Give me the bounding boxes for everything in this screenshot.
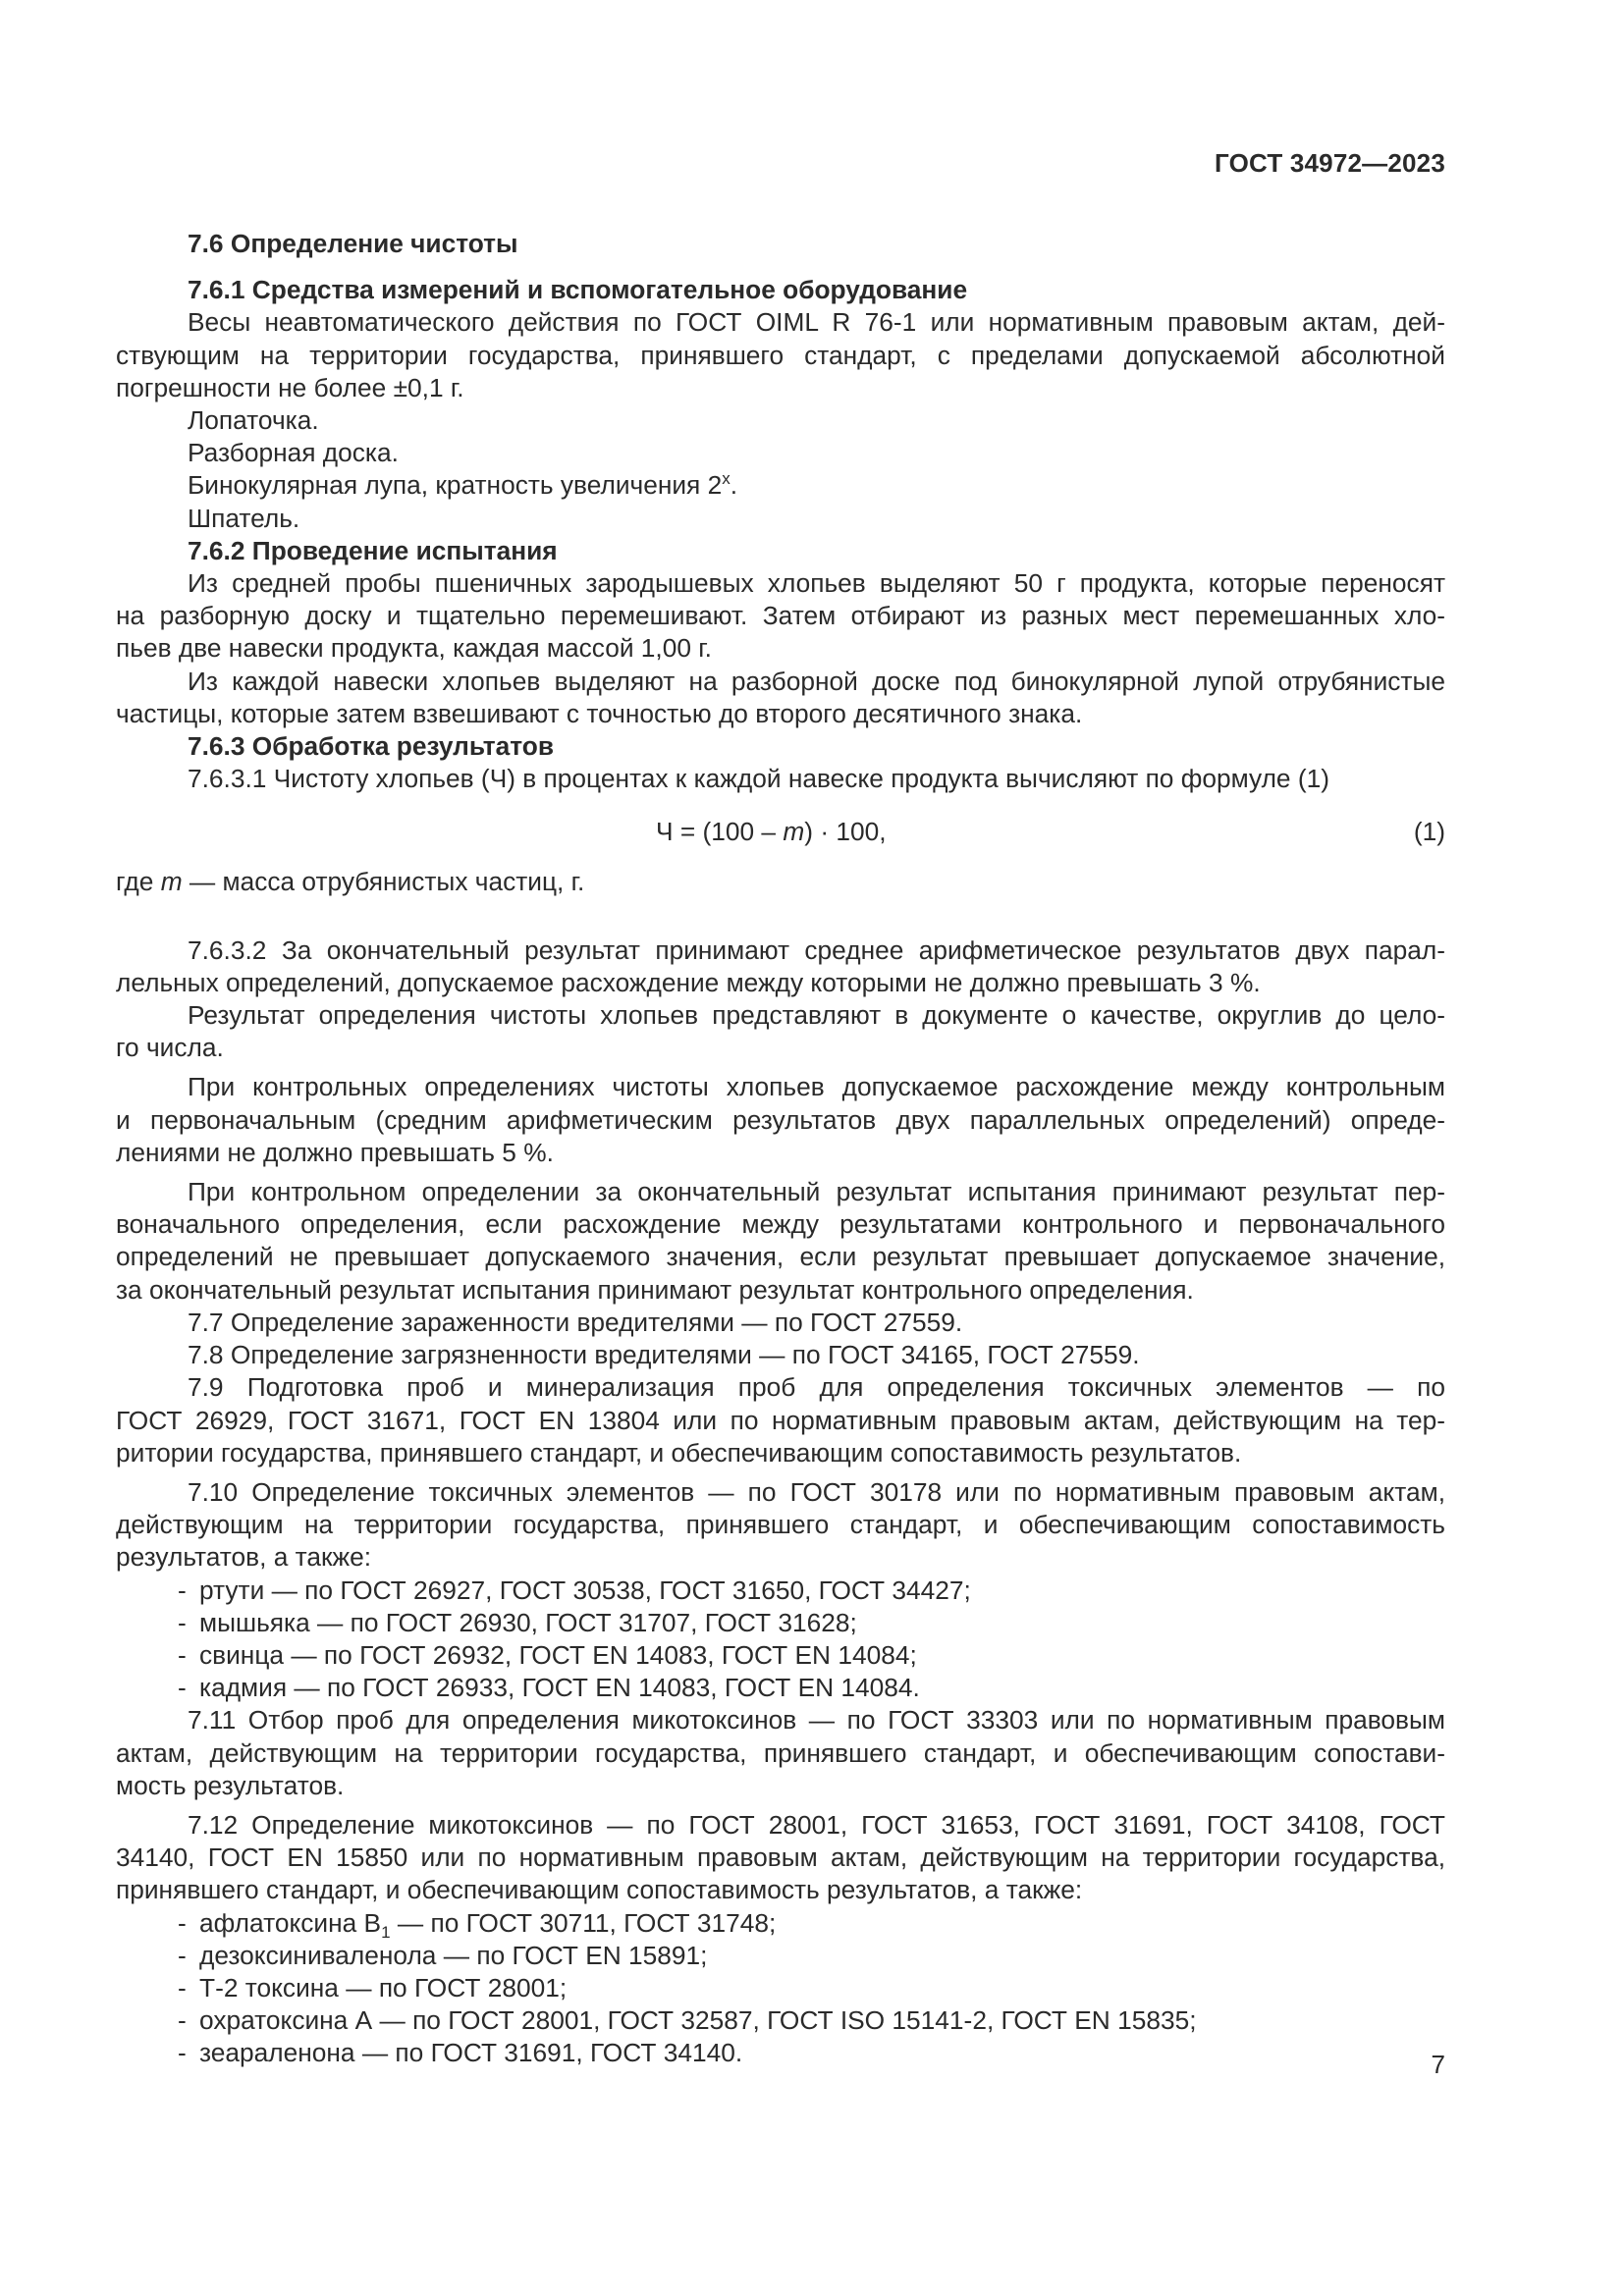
text-span: ) · 100,: [804, 817, 887, 847]
formula-variable: m: [160, 867, 183, 897]
formula-number: (1): [1413, 817, 1445, 847]
list-item: [116, 1575, 1445, 1607]
list-item-text: Т-2 токсина — по ГОСТ 28001;: [199, 1972, 568, 2002]
formula-variable: m: [783, 817, 805, 847]
text-line: Из средней пробы пшеничных зародышевых хлопьев выделяют 50 г продукта, которые переносят: [188, 568, 1445, 599]
text-line: мость результатов.: [116, 1770, 345, 1800]
list-marker: -: [178, 2038, 187, 2068]
list-marker: -: [178, 1575, 187, 1605]
section-7-6-2-heading: 7.6.2 Проведение испытания: [188, 535, 558, 565]
list-marker: -: [178, 1972, 187, 2002]
text-line: лельных определений, допускаемое расхождение между которыми не должно превышать 3 %.: [116, 967, 1261, 997]
list-item-text: охратоксина А — по ГОСТ 28001, ГОСТ 32587, ГОСТ ISO 15141-2, ГОСТ EN 15835;: [199, 2005, 1197, 2036]
text-line: 7.11 Отбор проб для определения микотоксинов — по ГОСТ 33303 или по нормативным правовым: [188, 1705, 1445, 1735]
document-page: [116, 0, 1445, 2296]
paragraph-scales: [116, 306, 1445, 404]
text-line: При контрольных определениях чистоты хлопьев допускаемое расхождение между контрольным: [188, 1072, 1445, 1102]
section-7-8: 7.8 Определение загрязненности вредителями — по ГОСТ 34165, ГОСТ 27559.: [188, 1340, 1140, 1370]
text-line: 34140, ГОСТ EN 15850 или по нормативным правовым актам, действующим на территории государства,: [116, 1842, 1445, 1873]
text-line: ствующим на территории государства, принявшего стандарт, с пределами допускаемой абсолютной: [116, 340, 1445, 370]
text-line: воначального определения, если расхождение между результатами контрольного и первоначального: [116, 1209, 1445, 1240]
text-line: частицы, которые затем взвешивают с точностью до второго десятичного знака.: [116, 698, 1083, 728]
section-7-6-heading: 7.6 Определение чистоты: [188, 229, 518, 258]
text-line: Весы неавтоматического действия по ГОСТ OIML R 76-1 или нормативным правовым актам, дей-: [188, 307, 1445, 338]
list-item-text: кадмия — по ГОСТ 26933, ГОСТ EN 14083, ГОСТ EN 14084.: [199, 1673, 920, 1703]
list-marker: -: [178, 1907, 187, 1938]
list-marker: -: [178, 2005, 187, 2036]
list-item-text: мышьяка — по ГОСТ 26930, ГОСТ 31707, ГОСТ 31628;: [199, 1607, 857, 1637]
text-line: 7.6.3.2 За окончательный результат принимают среднее арифметическое результатов двух парал-: [188, 934, 1445, 965]
list-marker: -: [178, 1607, 187, 1637]
text-line: актам, действующим на территории государства, принявшего стандарт, и обеспечивающим сопостави-: [116, 1737, 1445, 1768]
list-item: [116, 1940, 1445, 1972]
paragraph-sample: [116, 567, 1445, 666]
text-line: Результат определения чистоты хлопьев представляют в документе о качестве, округлив до цело-: [188, 1000, 1445, 1031]
paragraph-control-divergence: [116, 1071, 1445, 1169]
text-span: Ч = (100 –: [656, 817, 784, 847]
section-7-6-1-heading: 7.6.1 Средства измерений и вспомогательное оборудование: [188, 275, 968, 305]
text-line: го числа.: [116, 1033, 224, 1063]
section-7-6-3-heading: 7.6.3 Обработка результатов: [188, 731, 555, 762]
text-line: пьев две навески продукта, каждая массой 1,00 г.: [116, 633, 712, 664]
list-item: [116, 2004, 1445, 2037]
text-span: Бинокулярная лупа, кратность увеличения 2: [188, 470, 723, 501]
paragraph-7-6-3-1: 7.6.3.1 Чистоту хлопьев (Ч) в процентах к каждой навеске продукта вычисляют по формуле (1): [188, 764, 1329, 794]
paragraph-control-result: [116, 1176, 1445, 1307]
text-line: за окончательный результат испытания принимают результат контрольного определения.: [116, 1274, 1194, 1305]
equipment-magnifier: [116, 469, 1445, 502]
list-item-text: афлатоксина B: [199, 1907, 382, 1938]
text-line: определений не превышает допускаемого значения, если результат превышает допускаемое значение,: [116, 1242, 1445, 1272]
text-line: 7.10 Определение токсичных элементов — по ГОСТ 30178 или по нормативным правовым актам,: [188, 1476, 1445, 1507]
text-line: Из каждой навески хлопьев выделяют на разборной доске под бинокулярной лупой отрубянистые: [188, 666, 1445, 696]
section-7-11: [116, 1704, 1445, 1802]
text-span: — масса отрубянистых частиц, г.: [182, 867, 585, 897]
text-line: 7.9 Подготовка проб и минерализация проб для определения токсичных элементов — по: [188, 1372, 1445, 1403]
equipment-board: Разборная доска.: [188, 438, 399, 468]
text-line: лениями не должно превышать 5 %.: [116, 1137, 554, 1167]
paragraph-rounding: [116, 999, 1445, 1064]
list-item-text: ртути — по ГОСТ 26927, ГОСТ 30538, ГОСТ 31650, ГОСТ 34427;: [199, 1575, 971, 1605]
section-7-12: [116, 1809, 1445, 2070]
text-span: .: [730, 470, 738, 501]
text-line: При контрольном определении за окончательный результат испытания принимают результат пер-: [188, 1177, 1445, 1207]
text-line: 7.12 Определение микотоксинов — по ГОСТ 28001, ГОСТ 31653, ГОСТ 31691, ГОСТ 34108, ГОСТ: [188, 1809, 1445, 1840]
text-line: и первоначальным (средним арифметическим результатов двух параллельных определений) опреде-: [116, 1104, 1445, 1135]
formula-1: [116, 816, 1445, 848]
equipment-spatula: Лопаточка.: [188, 405, 319, 436]
text-line: результатов, а также:: [116, 1542, 372, 1573]
document-body: [116, 228, 1445, 2070]
list-item: [116, 1639, 1445, 1672]
subscript: 1: [381, 1922, 391, 1942]
paragraph-7-6-3-2: [116, 934, 1445, 999]
superscript: x: [722, 469, 731, 489]
text-line: ГОСТ 26929, ГОСТ 31671, ГОСТ EN 13804 или по нормативным правовым актам, действующим на тер-: [116, 1405, 1445, 1435]
text-line: погрешности не более ±0,1 г.: [116, 372, 464, 402]
list-item: [116, 2037, 1445, 2069]
document-header: ГОСТ 34972—2023: [1215, 148, 1445, 178]
text-line: на разборную доску и тщательно перемешивают. Затем отбирают из разных мест перемешанных хло-: [116, 601, 1445, 631]
text-line: принявшего стандарт, и обеспечивающим сопоставимость результатов, а также:: [116, 1875, 1083, 1905]
section-7-7: 7.7 Определение зараженности вредителями — по ГОСТ 27559.: [188, 1307, 963, 1337]
list-marker: -: [178, 1940, 187, 1970]
list-item: [116, 1907, 1445, 1940]
list-item-text: — по ГОСТ 30711, ГОСТ 31748;: [390, 1907, 777, 1938]
list-item-text: свинца — по ГОСТ 26932, ГОСТ EN 14083, ГОСТ EN 14084;: [199, 1639, 917, 1670]
list-item-text: зеараленона — по ГОСТ 31691, ГОСТ 34140.: [199, 2038, 743, 2068]
section-7-9: [116, 1371, 1445, 1469]
list-item-text: дезоксиниваленола — по ГОСТ EN 15891;: [199, 1940, 708, 1970]
formula-legend: [116, 866, 1445, 898]
text-line: действующим на территории государства, принявшего стандарт, и обеспечивающим сопоставимость: [116, 1510, 1445, 1540]
list-marker: -: [178, 1673, 187, 1703]
formula-expression: [656, 816, 887, 848]
text-span: где: [116, 867, 161, 897]
list-marker: -: [178, 1639, 187, 1670]
equipment-scraper: Шпатель.: [188, 503, 300, 533]
paragraph-particles: [116, 666, 1445, 730]
list-item: [116, 1607, 1445, 1639]
list-item: [116, 1672, 1445, 1704]
section-7-10: [116, 1476, 1445, 1704]
page-number: 7: [1431, 2050, 1445, 2079]
list-item: [116, 1972, 1445, 2004]
text-line: ритории государства, принявшего стандарт, и обеспечивающим сопоставимость результатов.: [116, 1437, 1242, 1468]
